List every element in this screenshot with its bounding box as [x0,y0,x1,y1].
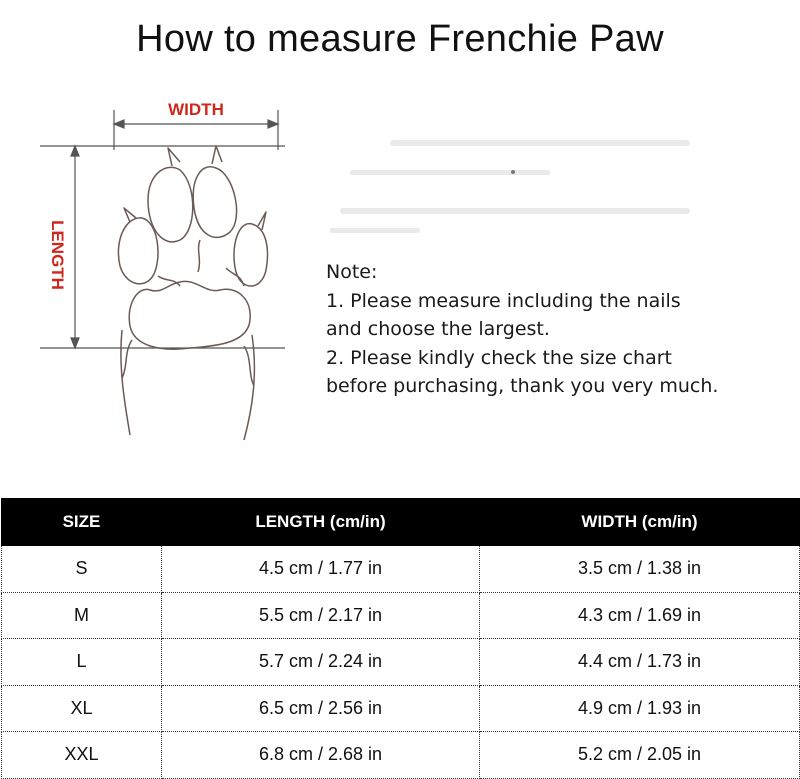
table-row [2,546,800,593]
paw-sketch [118,146,267,440]
length-cell: 5.5 cm / 2.17 in [162,592,480,639]
note-heading: Note: [326,261,378,283]
length-label: LENGTH [48,220,67,290]
faded-background-text [330,100,710,240]
header-length: LENGTH (cm/in) [162,499,480,546]
width-label: WIDTH [168,100,224,119]
table-row [2,639,800,686]
size-cell: M [2,592,162,639]
width-cell: 4.4 cm / 1.73 in [480,639,800,686]
header-size: SIZE [2,499,162,546]
note-line: 2. Please kindly check the size chart [326,346,672,369]
width-cell: 5.2 cm / 2.05 in [480,732,800,779]
note-line: before purchasing, thank you very much. [326,375,719,397]
length-cell: 4.5 cm / 1.77 in [162,546,480,593]
table-row [2,592,800,639]
length-cell: 6.8 cm / 2.68 in [162,732,480,779]
size-cell: XL [2,685,162,732]
width-cell: 3.5 cm / 1.38 in [480,546,800,593]
note-line: 1. Please measure including the nails [326,289,681,312]
page-title: How to measure Frenchie Paw [136,18,664,60]
paw-measurement-diagram [30,90,310,450]
length-cell: 6.5 cm / 2.56 in [162,685,480,732]
width-cell: 4.9 cm / 1.93 in [480,685,800,732]
table-header-row [2,499,800,546]
header-width: WIDTH (cm/in) [480,499,800,546]
width-cell: 4.3 cm / 1.69 in [480,592,800,639]
size-cell: L [2,639,162,686]
table-row [2,685,800,732]
note-block [326,258,796,401]
length-arrow [40,146,285,348]
note-line: and choose the largest. [326,318,550,340]
table-row [2,732,800,779]
size-cell: XXL [2,732,162,779]
size-chart-table [1,498,800,779]
length-cell: 5.7 cm / 2.24 in [162,639,480,686]
size-cell: S [2,546,162,593]
